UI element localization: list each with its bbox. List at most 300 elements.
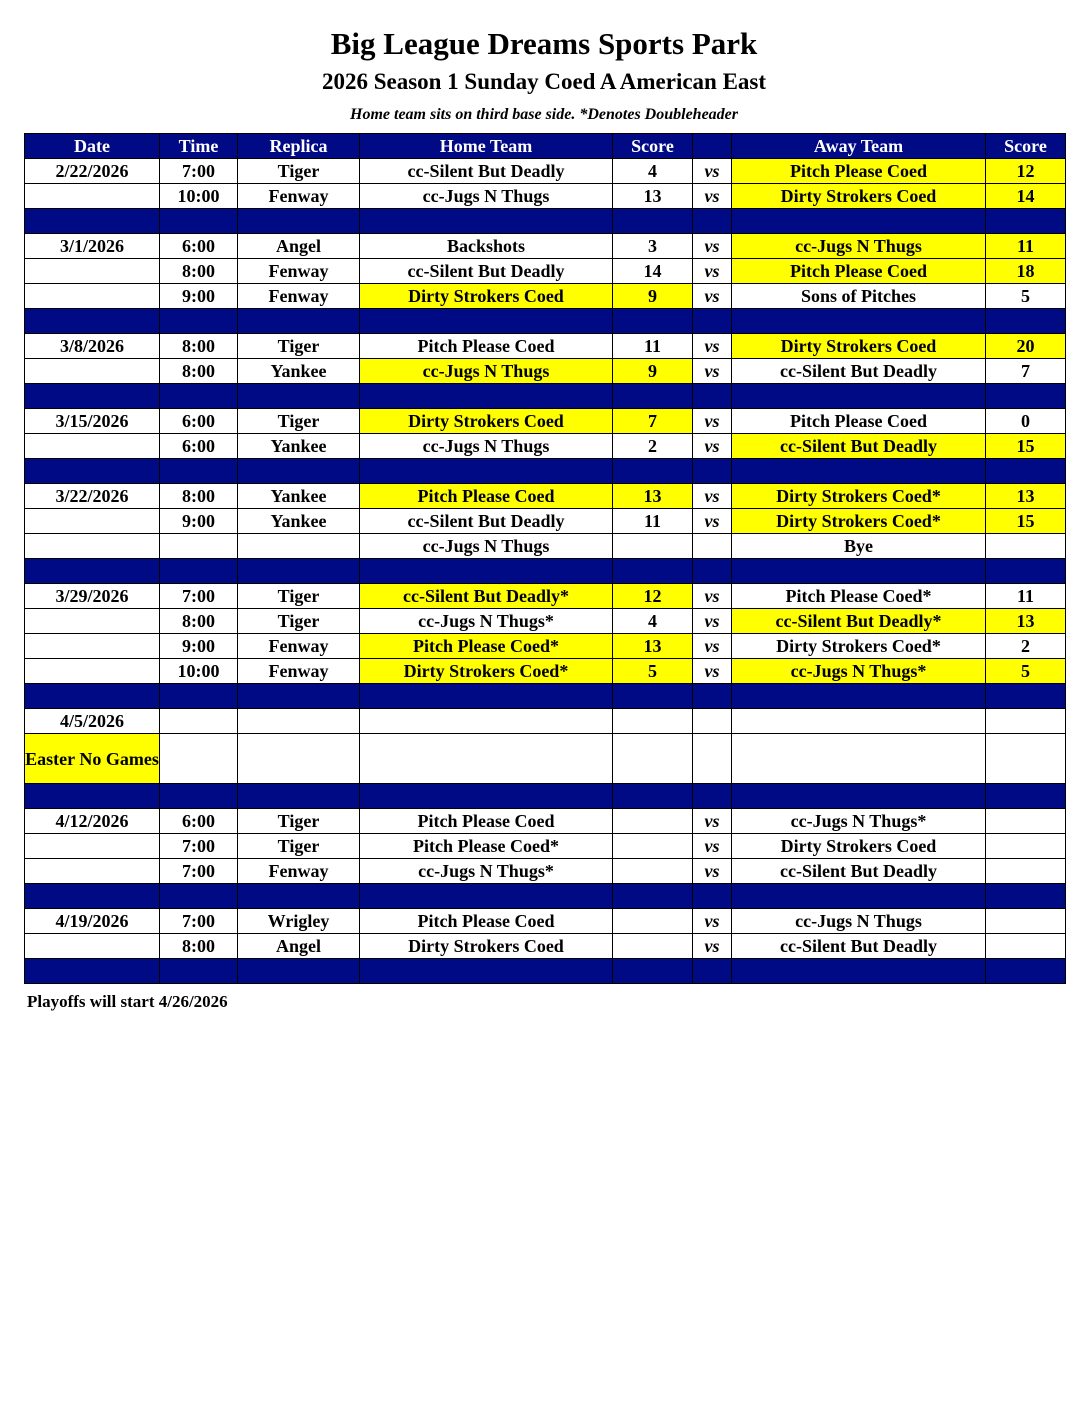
home-team-cell: cc-Jugs N Thugs [360, 534, 613, 559]
replica-cell: Yankee [238, 434, 360, 459]
away-score-cell: 2 [986, 634, 1066, 659]
date-cell [25, 859, 160, 884]
separator-row [25, 209, 1066, 234]
separator-cell [238, 459, 360, 484]
replica-cell: Tiger [238, 834, 360, 859]
home-team-cell: Pitch Please Coed* [360, 834, 613, 859]
vs-cell: vs [693, 159, 732, 184]
home-score-cell: 4 [613, 609, 693, 634]
home-score-cell: 9 [613, 284, 693, 309]
time-cell: 10:00 [160, 184, 238, 209]
separator-cell [693, 784, 732, 809]
vs-cell: vs [693, 334, 732, 359]
table-row [25, 859, 1066, 884]
separator-cell [613, 309, 693, 334]
away-score-cell [986, 709, 1066, 734]
table-row [25, 484, 1066, 509]
away-team-cell: Pitch Please Coed [732, 159, 986, 184]
away-team-cell: Pitch Please Coed [732, 409, 986, 434]
away-team-cell: cc-Jugs N Thugs [732, 909, 986, 934]
vs-cell: vs [693, 284, 732, 309]
separator-cell [732, 384, 986, 409]
separator-cell [238, 784, 360, 809]
separator-cell [238, 209, 360, 234]
separator-cell [732, 459, 986, 484]
away-score-cell: 18 [986, 259, 1066, 284]
separator-cell [986, 784, 1066, 809]
date-cell [25, 834, 160, 859]
separator-cell [732, 209, 986, 234]
away-score-cell: 0 [986, 409, 1066, 434]
away-team-cell: Pitch Please Coed [732, 259, 986, 284]
away-team-cell: Dirty Strokers Coed [732, 334, 986, 359]
separator-cell [25, 459, 160, 484]
vs-cell: vs [693, 859, 732, 884]
replica-cell: Angel [238, 934, 360, 959]
replica-cell: Tiger [238, 159, 360, 184]
home-score-cell: 9 [613, 359, 693, 384]
table-row [25, 534, 1066, 559]
table-row [25, 834, 1066, 859]
page-subtitle: 2026 Season 1 Sunday Coed A American East [321, 69, 767, 94]
home-score-cell [613, 934, 693, 959]
home-score-cell: 13 [613, 484, 693, 509]
home-score-cell [613, 834, 693, 859]
time-cell: 6:00 [160, 234, 238, 259]
away-score-cell: 5 [986, 659, 1066, 684]
vs-cell: vs [693, 259, 732, 284]
table-row [25, 809, 1066, 834]
home-team-cell: cc-Jugs N Thugs [360, 184, 613, 209]
time-cell: 8:00 [160, 334, 238, 359]
replica-cell: Tiger [238, 609, 360, 634]
replica-cell: Fenway [238, 859, 360, 884]
vs-cell: vs [693, 509, 732, 534]
vs-cell: vs [693, 484, 732, 509]
date-cell [25, 634, 160, 659]
time-cell: 8:00 [160, 934, 238, 959]
table-row [25, 909, 1066, 934]
separator-cell [613, 459, 693, 484]
date-cell: 3/8/2026 [25, 334, 160, 359]
separator-cell [986, 559, 1066, 584]
replica-cell: Yankee [238, 509, 360, 534]
home-score-cell: 7 [613, 409, 693, 434]
table-row [25, 634, 1066, 659]
home-score-cell: 11 [613, 334, 693, 359]
separator-cell [613, 209, 693, 234]
separator-cell [360, 559, 613, 584]
home-score-cell: 13 [613, 634, 693, 659]
away-team-cell: Dirty Strokers Coed [732, 834, 986, 859]
replica-cell: Tiger [238, 809, 360, 834]
date-cell [25, 284, 160, 309]
replica-cell [238, 534, 360, 559]
table-row [25, 409, 1066, 434]
separator-cell [25, 209, 160, 234]
separator-cell [160, 684, 238, 709]
date-cell [25, 934, 160, 959]
schedule-note: Home team sits on third base side. *Denotes Doubleheader [350, 106, 738, 123]
separator-cell [986, 684, 1066, 709]
away-score-cell: 13 [986, 609, 1066, 634]
table-row [25, 234, 1066, 259]
home-team-cell: cc-Silent But Deadly* [360, 584, 613, 609]
col-home-team: Home Team [360, 134, 613, 159]
table-row [25, 159, 1066, 184]
table-row [25, 609, 1066, 634]
time-cell [160, 734, 238, 784]
separator-cell [986, 309, 1066, 334]
separator-cell [238, 384, 360, 409]
date-cell [25, 534, 160, 559]
time-cell: 7:00 [160, 834, 238, 859]
table-row [25, 284, 1066, 309]
vs-cell: vs [693, 359, 732, 384]
away-score-cell [986, 809, 1066, 834]
separator-cell [238, 684, 360, 709]
separator-cell [986, 459, 1066, 484]
separator-cell [160, 959, 238, 984]
away-score-cell: 12 [986, 159, 1066, 184]
home-team-cell: Dirty Strokers Coed [360, 409, 613, 434]
replica-cell: Wrigley [238, 909, 360, 934]
separator-cell [25, 884, 160, 909]
home-team-cell: cc-Jugs N Thugs* [360, 609, 613, 634]
time-cell: 9:00 [160, 284, 238, 309]
home-team-cell: Dirty Strokers Coed [360, 934, 613, 959]
col-home-score: Score [613, 134, 693, 159]
replica-cell: Tiger [238, 409, 360, 434]
col-away-score: Score [986, 134, 1066, 159]
away-team-cell: Bye [732, 534, 986, 559]
separator-cell [693, 384, 732, 409]
separator-cell [613, 684, 693, 709]
date-cell: Easter No Games [25, 734, 160, 784]
vs-cell: vs [693, 934, 732, 959]
page-title: Big League Dreams Sports Park [330, 26, 758, 61]
away-team-cell: cc-Silent But Deadly [732, 359, 986, 384]
home-score-cell [613, 809, 693, 834]
home-score-cell: 3 [613, 234, 693, 259]
away-score-cell: 11 [986, 584, 1066, 609]
home-score-cell [613, 909, 693, 934]
separator-cell [25, 559, 160, 584]
replica-cell: Fenway [238, 284, 360, 309]
separator-cell [732, 684, 986, 709]
vs-cell: vs [693, 584, 732, 609]
date-cell: 2/22/2026 [25, 159, 160, 184]
away-score-cell [986, 534, 1066, 559]
separator-cell [732, 959, 986, 984]
date-cell: 4/12/2026 [25, 809, 160, 834]
vs-cell: vs [693, 434, 732, 459]
away-team-cell: Dirty Strokers Coed* [732, 509, 986, 534]
vs-cell: vs [693, 659, 732, 684]
vs-cell: vs [693, 909, 732, 934]
separator-cell [25, 684, 160, 709]
away-team-cell: Pitch Please Coed* [732, 584, 986, 609]
home-score-cell: 14 [613, 259, 693, 284]
table-row [25, 934, 1066, 959]
time-cell: 9:00 [160, 634, 238, 659]
separator-cell [693, 459, 732, 484]
away-score-cell: 15 [986, 509, 1066, 534]
time-cell: 9:00 [160, 509, 238, 534]
separator-cell [360, 959, 613, 984]
schedule-body [25, 159, 1066, 984]
separator-cell [25, 959, 160, 984]
table-row [25, 584, 1066, 609]
separator-cell [986, 384, 1066, 409]
home-score-cell: 5 [613, 659, 693, 684]
away-score-cell: 14 [986, 184, 1066, 209]
home-score-cell: 2 [613, 434, 693, 459]
separator-cell [160, 459, 238, 484]
separator-cell [693, 959, 732, 984]
schedule-table [24, 133, 1066, 984]
away-team-cell: Sons of Pitches [732, 284, 986, 309]
separator-row [25, 559, 1066, 584]
away-score-cell: 5 [986, 284, 1066, 309]
away-score-cell [986, 934, 1066, 959]
vs-cell: vs [693, 634, 732, 659]
vs-cell [693, 534, 732, 559]
separator-row [25, 684, 1066, 709]
date-cell [25, 434, 160, 459]
separator-cell [160, 309, 238, 334]
vs-cell [693, 734, 732, 784]
home-score-cell: 13 [613, 184, 693, 209]
time-cell: 7:00 [160, 159, 238, 184]
time-cell [160, 709, 238, 734]
away-score-cell [986, 859, 1066, 884]
separator-cell [160, 559, 238, 584]
table-row [25, 259, 1066, 284]
time-cell: 8:00 [160, 259, 238, 284]
time-cell: 10:00 [160, 659, 238, 684]
time-cell: 8:00 [160, 484, 238, 509]
replica-cell [238, 709, 360, 734]
home-team-cell: Pitch Please Coed [360, 809, 613, 834]
time-cell: 8:00 [160, 359, 238, 384]
separator-cell [238, 309, 360, 334]
separator-cell [693, 209, 732, 234]
home-team-cell: Dirty Strokers Coed [360, 284, 613, 309]
home-team-cell: Dirty Strokers Coed* [360, 659, 613, 684]
separator-cell [732, 784, 986, 809]
separator-cell [613, 884, 693, 909]
time-cell: 6:00 [160, 409, 238, 434]
table-row [25, 659, 1066, 684]
separator-cell [986, 884, 1066, 909]
separator-cell [732, 309, 986, 334]
home-team-cell: Pitch Please Coed [360, 484, 613, 509]
col-date: Date [25, 134, 160, 159]
separator-cell [693, 559, 732, 584]
separator-cell [613, 784, 693, 809]
away-score-cell [986, 834, 1066, 859]
away-score-cell: 13 [986, 484, 1066, 509]
separator-cell [693, 884, 732, 909]
away-team-cell: Dirty Strokers Coed* [732, 484, 986, 509]
separator-cell [613, 559, 693, 584]
away-score-cell: 7 [986, 359, 1066, 384]
home-team-cell: cc-Jugs N Thugs [360, 359, 613, 384]
vs-cell: vs [693, 234, 732, 259]
replica-cell: Yankee [238, 359, 360, 384]
separator-cell [360, 884, 613, 909]
separator-cell [160, 209, 238, 234]
separator-cell [360, 684, 613, 709]
home-score-cell [613, 734, 693, 784]
separator-cell [360, 209, 613, 234]
home-team-cell: Pitch Please Coed* [360, 634, 613, 659]
away-team-cell: cc-Silent But Deadly [732, 934, 986, 959]
separator-cell [986, 209, 1066, 234]
separator-cell [732, 884, 986, 909]
replica-cell [238, 734, 360, 784]
separator-cell [360, 784, 613, 809]
col-replica: Replica [238, 134, 360, 159]
playoffs-note: Playoffs will start 4/26/2026 [27, 992, 228, 1011]
table-row [25, 359, 1066, 384]
separator-row [25, 309, 1066, 334]
col-away-team: Away Team [732, 134, 986, 159]
separator-row [25, 784, 1066, 809]
time-cell: 7:00 [160, 584, 238, 609]
separator-row [25, 384, 1066, 409]
date-cell: 3/15/2026 [25, 409, 160, 434]
date-cell [25, 659, 160, 684]
vs-cell [693, 709, 732, 734]
separator-cell [360, 384, 613, 409]
time-cell: 8:00 [160, 609, 238, 634]
home-score-cell: 4 [613, 159, 693, 184]
date-cell [25, 609, 160, 634]
home-team-cell: cc-Silent But Deadly [360, 259, 613, 284]
vs-cell: vs [693, 834, 732, 859]
time-cell: 7:00 [160, 859, 238, 884]
separator-cell [25, 309, 160, 334]
replica-cell: Tiger [238, 334, 360, 359]
home-team-cell: cc-Jugs N Thugs* [360, 859, 613, 884]
separator-cell [986, 959, 1066, 984]
away-team-cell: cc-Silent But Deadly [732, 859, 986, 884]
date-cell: 3/22/2026 [25, 484, 160, 509]
table-row [25, 734, 1066, 784]
separator-cell [693, 684, 732, 709]
separator-cell [160, 884, 238, 909]
table-row [25, 434, 1066, 459]
time-cell: 6:00 [160, 809, 238, 834]
vs-cell: vs [693, 409, 732, 434]
separator-cell [25, 784, 160, 809]
replica-cell: Tiger [238, 584, 360, 609]
time-cell: 6:00 [160, 434, 238, 459]
time-cell: 7:00 [160, 909, 238, 934]
table-row [25, 334, 1066, 359]
away-score-cell: 11 [986, 234, 1066, 259]
home-team-cell: Pitch Please Coed [360, 334, 613, 359]
date-cell [25, 259, 160, 284]
separator-cell [25, 384, 160, 409]
date-cell: 4/19/2026 [25, 909, 160, 934]
away-team-cell [732, 709, 986, 734]
home-team-cell: Backshots [360, 234, 613, 259]
home-score-cell: 11 [613, 509, 693, 534]
home-team-cell: cc-Silent But Deadly [360, 159, 613, 184]
home-team-cell: cc-Jugs N Thugs [360, 434, 613, 459]
separator-cell [160, 384, 238, 409]
away-team-cell: Dirty Strokers Coed* [732, 634, 986, 659]
away-team-cell: cc-Jugs N Thugs* [732, 659, 986, 684]
away-team-cell: cc-Silent But Deadly* [732, 609, 986, 634]
table-row [25, 509, 1066, 534]
separator-row [25, 959, 1066, 984]
time-cell [160, 534, 238, 559]
date-cell: 3/29/2026 [25, 584, 160, 609]
separator-cell [238, 884, 360, 909]
home-team-cell: Pitch Please Coed [360, 909, 613, 934]
col-time: Time [160, 134, 238, 159]
away-score-cell: 15 [986, 434, 1066, 459]
table-row [25, 184, 1066, 209]
date-cell [25, 359, 160, 384]
separator-cell [160, 784, 238, 809]
separator-cell [693, 309, 732, 334]
home-score-cell [613, 709, 693, 734]
vs-cell: vs [693, 609, 732, 634]
separator-row [25, 459, 1066, 484]
away-team-cell [732, 734, 986, 784]
away-team-cell: cc-Jugs N Thugs [732, 234, 986, 259]
home-team-cell [360, 734, 613, 784]
col-vs [693, 134, 732, 159]
home-score-cell [613, 859, 693, 884]
home-score-cell: 12 [613, 584, 693, 609]
separator-cell [613, 959, 693, 984]
away-team-cell: cc-Jugs N Thugs* [732, 809, 986, 834]
replica-cell: Fenway [238, 659, 360, 684]
separator-cell [238, 959, 360, 984]
replica-cell: Yankee [238, 484, 360, 509]
home-team-cell: cc-Silent But Deadly [360, 509, 613, 534]
table-header-row [25, 134, 1066, 159]
separator-cell [360, 459, 613, 484]
replica-cell: Angel [238, 234, 360, 259]
replica-cell: Fenway [238, 634, 360, 659]
away-team-cell: Dirty Strokers Coed [732, 184, 986, 209]
replica-cell: Fenway [238, 259, 360, 284]
home-team-cell [360, 709, 613, 734]
separator-cell [613, 384, 693, 409]
away-score-cell [986, 734, 1066, 784]
date-cell: 3/1/2026 [25, 234, 160, 259]
separator-cell [238, 559, 360, 584]
table-row [25, 709, 1066, 734]
date-cell [25, 184, 160, 209]
separator-cell [360, 309, 613, 334]
separator-row [25, 884, 1066, 909]
away-score-cell [986, 909, 1066, 934]
replica-cell: Fenway [238, 184, 360, 209]
date-cell: 4/5/2026 [25, 709, 160, 734]
away-score-cell: 20 [986, 334, 1066, 359]
away-team-cell: cc-Silent But Deadly [732, 434, 986, 459]
separator-cell [732, 559, 986, 584]
vs-cell: vs [693, 184, 732, 209]
